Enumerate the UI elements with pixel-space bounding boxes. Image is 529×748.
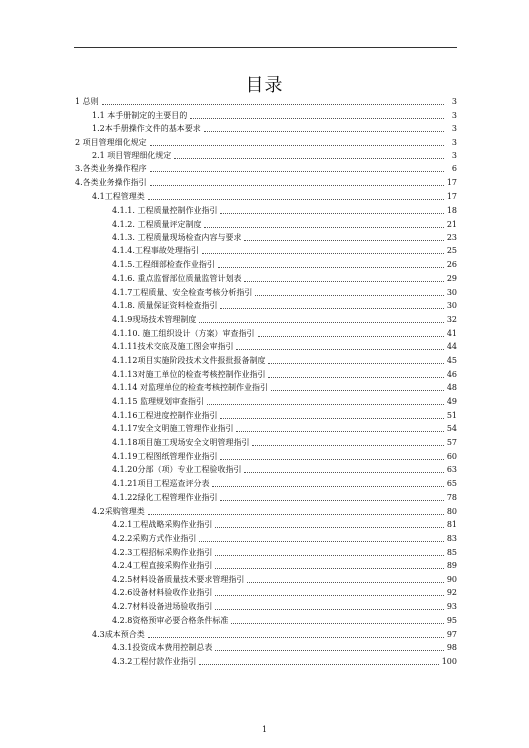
toc-entry-page: 51 (446, 411, 457, 420)
toc-entry-page: 3 (451, 111, 457, 120)
toc-entry-page: 32 (446, 315, 457, 324)
toc-entry-page: 89 (446, 561, 457, 570)
toc-entry-page: 60 (446, 452, 457, 461)
toc-entry[interactable] (112, 450, 457, 462)
toc-entry[interactable] (112, 422, 457, 434)
toc-entry-label: 4.3.2工程付款作业指引 (112, 657, 197, 666)
toc-entry-page: 81 (446, 520, 457, 529)
toc-entry-page: 80 (446, 507, 457, 516)
toc-leader-dots (150, 144, 444, 146)
toc-entry[interactable] (75, 95, 457, 107)
toc-entry-label: 4.1.17安全文明施工管理作业指引 (112, 424, 234, 433)
toc-entry-label: 4.2.5材料设备质量技术要求管理指引 (112, 575, 245, 584)
toc-entry-page: 6 (451, 164, 457, 173)
toc-entry-label: 4.各类业务操作指引 (75, 178, 147, 187)
toc-entry-label: 3.各类业务操作程序 (75, 164, 147, 173)
toc-leader-dots (244, 280, 443, 282)
toc-entry-page: 25 (446, 246, 457, 255)
toc-entry[interactable] (112, 258, 457, 270)
toc-entry[interactable] (112, 354, 457, 366)
toc-entry[interactable] (112, 655, 457, 667)
toc-entry[interactable] (112, 313, 457, 325)
toc-entry-page: 44 (446, 342, 457, 351)
toc-entry-label: 1.2本手册操作文件的基本要求 (92, 124, 201, 133)
toc-entry-label: 4.1.20分部（项）专业工程验收指引 (112, 465, 242, 474)
toc-entry[interactable] (112, 532, 457, 544)
toc-entry-label: 4.1工程管理类 (92, 192, 145, 201)
toc-entry[interactable] (112, 368, 457, 380)
toc-entry-label: 4.1.12项目实施阶段技术文件报批报备制度 (112, 356, 266, 365)
toc-entry-label: 4.1.14 对监理单位的检查考核控制作业指引 (112, 383, 268, 392)
toc-entry-page: 45 (446, 356, 457, 365)
toc-entry-label: 4.1.22绿化工程管理作业指引 (112, 493, 218, 502)
toc-entry[interactable] (112, 546, 457, 558)
toc-entry-label: 4.2.8资格预审必要合格条件标准 (112, 616, 229, 625)
toc-leader-dots (220, 212, 443, 214)
toc-entry[interactable] (112, 409, 457, 421)
toc-entry-page: 57 (446, 438, 457, 447)
toc-leader-dots (199, 540, 443, 542)
toc-entry-page: 90 (446, 575, 457, 584)
toc-entry-page: 92 (446, 588, 457, 597)
page-number: 1 (261, 725, 268, 734)
toc-entry[interactable] (112, 204, 457, 216)
toc-entry-page: 3 (451, 151, 457, 160)
toc-entry[interactable] (75, 136, 457, 148)
toc-entry-label: 4.1.16工程进度控制作业指引 (112, 411, 218, 420)
toc-entry-label: 4.2.4工程直接采购作业指引 (112, 561, 213, 570)
toc-leader-dots (255, 294, 443, 296)
toc-entry-page: 46 (446, 370, 457, 379)
toc-entry-page: 54 (446, 424, 457, 433)
toc-entry[interactable] (112, 491, 457, 503)
toc-entry[interactable] (112, 641, 457, 653)
toc-entry-page: 100 (441, 657, 457, 666)
toc-entry-label: 4.1.21项目工程巡查评分表 (112, 479, 210, 488)
toc-leader-dots (244, 471, 443, 473)
toc-entry-page: 98 (446, 643, 457, 652)
toc-leader-dots (215, 649, 443, 651)
toc-entry[interactable] (92, 190, 457, 202)
toc-entry-page: 85 (446, 548, 457, 557)
toc-entry-page: 78 (446, 493, 457, 502)
header-rule (74, 47, 457, 48)
toc-entry-label: 4.1.4.工程事故处理指引 (112, 246, 199, 255)
toc-entry-label: 4.1.9现场技术管理制度 (112, 315, 197, 324)
toc-entry[interactable] (112, 614, 457, 626)
toc-entry[interactable] (112, 381, 457, 393)
toc-leader-dots (220, 307, 443, 309)
toc-entry-label: 4.3成本预合类 (92, 630, 145, 639)
toc-entry-page: 3 (451, 138, 457, 147)
toc-entry-label: 4.2.7材料设备进场验收指引 (112, 602, 213, 611)
toc-entry-label: 4.1.18项目施工现场安全文明管理指引 (112, 438, 250, 447)
page-title: 目录 (245, 75, 284, 96)
toc-leader-dots (207, 403, 444, 405)
toc-leader-dots (215, 567, 443, 569)
toc-leader-dots (236, 348, 443, 350)
toc-leader-dots (231, 622, 443, 624)
toc-entry-label: 4.2.1工程战略采购作业指引 (112, 520, 213, 529)
toc-entry[interactable] (92, 505, 457, 517)
toc-entry-page: 83 (446, 534, 457, 543)
toc-leader-dots (252, 444, 443, 446)
toc-leader-dots (268, 362, 443, 364)
toc-entry-label: 4.2.3工程招标采购作业指引 (112, 548, 213, 557)
toc-entry-label: 4.1.5.工程细部检查作业指引 (112, 260, 215, 269)
toc-entry-page: 23 (446, 233, 457, 242)
toc-leader-dots (204, 226, 443, 228)
toc-leader-dots (220, 417, 443, 419)
toc-leader-dots (215, 608, 443, 610)
toc-leader-dots (258, 335, 444, 337)
toc-leader-dots (218, 266, 444, 268)
toc-entry-label: 1 总则 (75, 97, 99, 106)
toc-entry[interactable] (112, 463, 457, 475)
toc-entry[interactable] (112, 299, 457, 311)
toc-leader-dots (268, 376, 443, 378)
toc-entry-page: 21 (446, 220, 457, 229)
toc-entry-page: 3 (451, 97, 457, 106)
toc-entry-page: 3 (451, 124, 457, 133)
toc-entry[interactable] (112, 436, 457, 448)
toc-entry-label: 1.1 本手册制定的主要目的 (92, 111, 188, 120)
toc-entry-page: 30 (446, 301, 457, 310)
toc-leader-dots (204, 130, 444, 132)
toc-entry-page: 63 (446, 465, 457, 474)
toc-entry-label: 2.1 项目管理细化规定 (92, 151, 172, 160)
toc-entry-label: 4.2.6设备材料验收作业指引 (112, 588, 213, 597)
toc-leader-dots (150, 170, 444, 172)
toc-leader-dots (102, 103, 444, 105)
toc-leader-dots (148, 636, 444, 638)
toc-entry[interactable] (112, 286, 457, 298)
toc-entry[interactable] (92, 628, 457, 640)
toc-leader-dots (215, 594, 443, 596)
toc-entry-label: 4.1.6. 重点监督部位质量监管计划表 (112, 274, 242, 283)
toc-entry-label: 4.1.13对施工单位的检查考核控制作业指引 (112, 370, 266, 379)
toc-entry-page: 48 (446, 383, 457, 392)
toc-leader-dots (148, 513, 444, 515)
toc-leader-dots (244, 239, 443, 241)
toc-entry-page: 41 (446, 329, 457, 338)
toc-entry-page: 93 (446, 602, 457, 611)
toc-entry-label: 4.1.8. 质量保证资料检查指引 (112, 301, 218, 310)
toc-entry[interactable] (92, 122, 457, 134)
toc-leader-dots (199, 663, 438, 665)
toc-entry-label: 4.2采购管理类 (92, 507, 145, 516)
toc-leader-dots (271, 389, 444, 391)
toc-entry[interactable] (112, 231, 457, 243)
toc-entry-label: 2 项目管理细化规定 (75, 138, 147, 147)
toc-entry[interactable] (112, 573, 457, 585)
toc-leader-dots (190, 117, 444, 119)
toc-leader-dots (202, 252, 444, 254)
toc-leader-dots (215, 554, 443, 556)
toc-entry-page: 29 (446, 274, 457, 283)
toc-entry-page: 95 (446, 616, 457, 625)
toc-entry[interactable] (112, 559, 457, 571)
toc-entry-label: 4.1.15 监理规划审查指引 (112, 397, 204, 406)
toc-entry[interactable] (92, 109, 457, 121)
toc-entry[interactable] (112, 272, 457, 284)
toc-entry[interactable] (112, 600, 457, 612)
toc-entry-page: 17 (446, 178, 457, 187)
toc-entry[interactable] (112, 586, 457, 598)
toc-entry-label: 4.1.11技术交底及施工图会审指引 (112, 342, 234, 351)
toc-entry[interactable] (112, 477, 457, 489)
toc-leader-dots (174, 157, 444, 159)
toc-entry[interactable] (112, 518, 457, 530)
toc-entry[interactable] (112, 218, 457, 230)
toc-entry-page: 65 (446, 479, 457, 488)
toc-entry-label: 4.1.2. 工程质量评定制度 (112, 220, 202, 229)
toc-entry-page: 30 (446, 288, 457, 297)
toc-entry[interactable] (112, 244, 457, 256)
toc-leader-dots (220, 458, 443, 460)
toc-leader-dots (236, 430, 443, 432)
toc-entry-page: 26 (446, 260, 457, 269)
toc-leader-dots (148, 198, 444, 200)
toc-leader-dots (215, 526, 443, 528)
toc-entry[interactable] (112, 340, 457, 352)
toc-entry[interactable] (112, 327, 457, 339)
toc-leader-dots (212, 485, 443, 487)
toc-entry-page: 17 (446, 192, 457, 201)
toc-entry-label: 4.1.7工程质量、安全检查考核分析指引 (112, 288, 253, 297)
toc-entry-label: 4.2.2采购方式作业指引 (112, 534, 197, 543)
toc-entry[interactable] (75, 176, 457, 188)
toc-leader-dots (220, 499, 443, 501)
toc-entry[interactable] (112, 395, 457, 407)
toc-entry-label: 4.1.3. 工程质量现场检查内容与要求 (112, 233, 242, 242)
toc-entry-label: 4.3.1投资成本费用控制总表 (112, 643, 213, 652)
toc-entry-page: 97 (446, 630, 457, 639)
toc-entry-label: 4.1.10. 施工组织设计（方案）审查指引 (112, 329, 255, 338)
toc-entry[interactable] (75, 162, 457, 174)
toc-leader-dots (247, 581, 443, 583)
toc-entry[interactable] (92, 149, 457, 161)
toc-entry-page: 18 (446, 206, 457, 215)
toc-entry-page: 49 (446, 397, 457, 406)
toc-entry-label: 4.1.1. 工程质量控制作业指引 (112, 206, 218, 215)
toc-leader-dots (150, 184, 444, 186)
toc-entry-label: 4.1.19工程图纸管理作业指引 (112, 452, 218, 461)
toc-leader-dots (199, 321, 443, 323)
